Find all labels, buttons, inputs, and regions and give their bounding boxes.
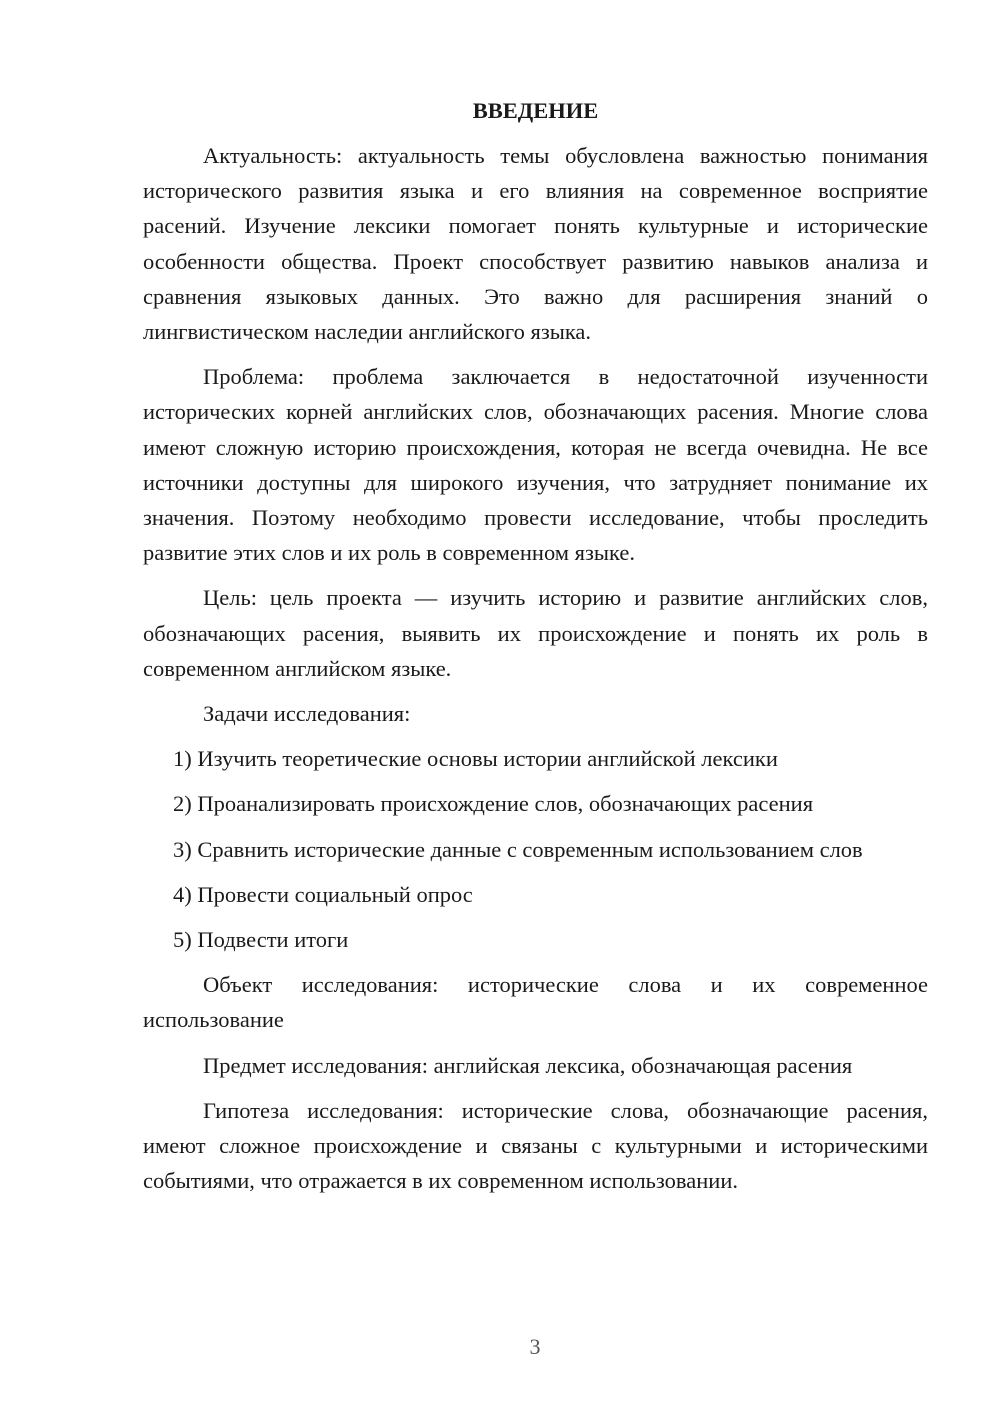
relevance-paragraph: Актуальность: актуальность темы обусловлена важностью понимания исторического развития языка и его влияния на современное восприятие расений. Изучение лексики помогает понять культурные и исторические особенности общества. Проект способствует развитию навыков анализа и сравнения языковых данных. Это важно для расширения знаний о лингвистическом наследии английского языка.	[143, 143, 928, 345]
document-page	[143, 94, 928, 1198]
task-item: 1) Изучить теоретические основы истории английской лексики	[173, 746, 778, 772]
goal-paragraph: Цель: цель проекта — изучить историю и развитие английских слов, обозначающих расения, выявить их происхождение и понять их роль в современном английском языке.	[143, 585, 928, 681]
task-item: 3) Сравнить исторические данные с современным использованием слов	[173, 836, 863, 862]
subject-paragraph: Предмет исследования: английская лексика, обозначающая расения	[203, 1052, 853, 1078]
task-item: 4) Провести социальный опрос	[173, 881, 473, 907]
section-title: ВВЕДЕНИЕ	[472, 98, 599, 123]
tasks-heading: Задачи исследования:	[203, 701, 411, 727]
task-item: 5) Подвести итоги	[173, 927, 349, 953]
task-item: 2) Проанализировать происхождение слов, обозначающих расения	[173, 791, 814, 817]
page-number: 3	[529, 1334, 541, 1359]
problem-paragraph: Проблема: проблема заключается в недостаточной изученности исторических корней английских слов, обозначающих расения. Многие слова имеют сложную историю происхождения, которая не всегда очевидна. Не все источники доступны для широкого изучения, что затрудняет понимание их значения. Поэтому необходимо провести исследование, чтобы проследить развитие этих слов и их роль в современном языке.	[143, 364, 928, 566]
object-paragraph: Объект исследования: исторические слова и их современное использование	[143, 972, 928, 1033]
hypothesis-paragraph: Гипотеза исследования: исторические слова, обозначающие расения, имеют сложное происхождение и связаны с культурными и историческими событиями, что отражается в их современном использовании.	[143, 1097, 928, 1194]
